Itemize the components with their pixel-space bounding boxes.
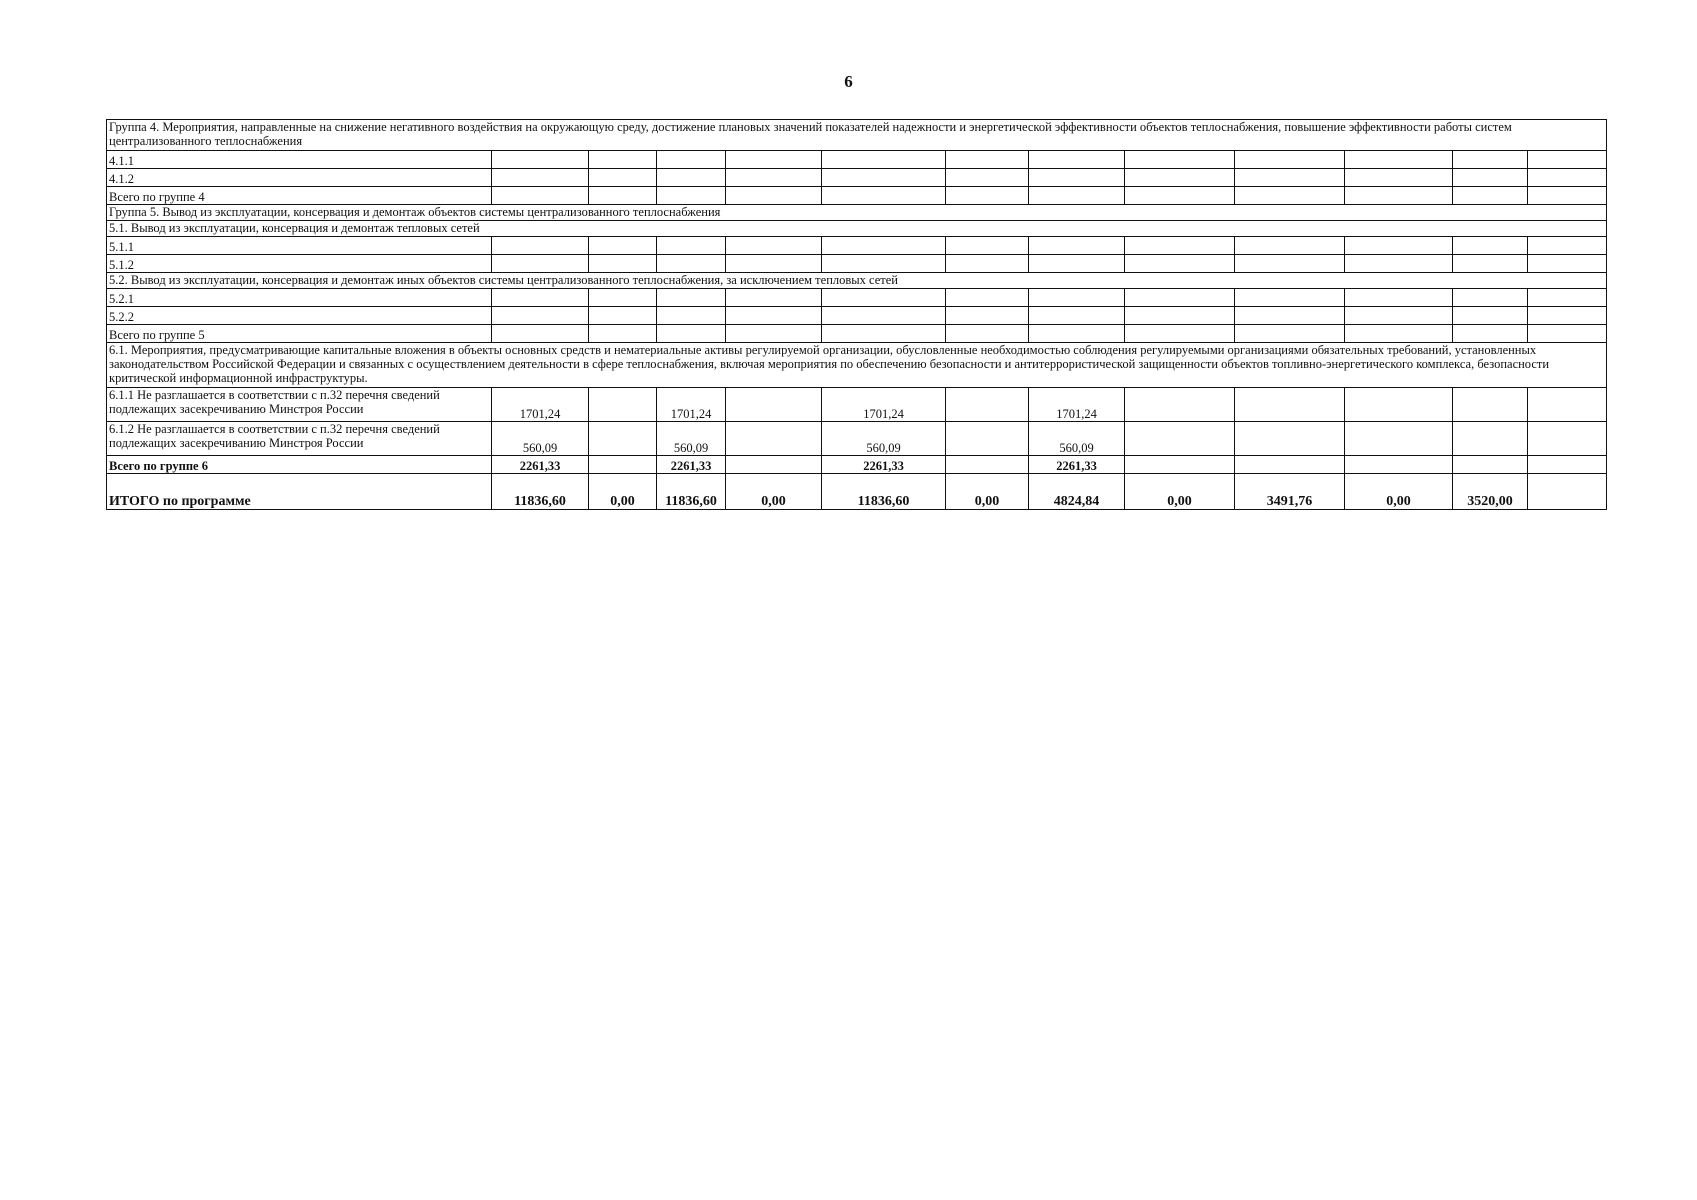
value-cell [726, 169, 822, 187]
value-cell [1235, 388, 1345, 422]
value-cell [1235, 307, 1345, 325]
value-cell [726, 388, 822, 422]
value-cell [1345, 388, 1453, 422]
value-cell [726, 255, 822, 273]
value-cell [589, 289, 657, 307]
value-cell [726, 289, 822, 307]
value-cell: 11836,60 [822, 474, 946, 510]
row-label: Всего по группе 4 [107, 187, 492, 205]
value-cell [1125, 388, 1235, 422]
value-cell [589, 456, 657, 474]
value-cell [822, 169, 946, 187]
value-cell [726, 325, 822, 343]
value-cell [1235, 169, 1345, 187]
value-cell: 1701,24 [657, 388, 726, 422]
value-cell [1528, 388, 1607, 422]
value-cell [1453, 325, 1528, 343]
value-cell [726, 187, 822, 205]
value-cell [1453, 289, 1528, 307]
value-cell [726, 456, 822, 474]
value-cell [726, 422, 822, 456]
value-cell [589, 388, 657, 422]
value-cell [1453, 187, 1528, 205]
value-cell [1029, 289, 1125, 307]
value-cell [589, 325, 657, 343]
value-cell [946, 255, 1029, 273]
section-title: 6.1. Мероприятия, предусматривающие капитальные вложения в объекты основных средств и нематериальные активы регулируемой организации, обусловленные необходимостью соблюдения регулируемыми организациями обязательных требований, установленных законодательством Российской Федерации и связанных с осуществлением деятельности в сфере теплоснабжения, включая мероприятия по обеспечению безопасности и антитеррористической защищенности объектов топливно-энергетического комплекса, безопасности критической информационной инфраструктуры. [107, 343, 1607, 388]
value-cell [946, 422, 1029, 456]
value-cell [1453, 307, 1528, 325]
value-cell [1235, 237, 1345, 255]
value-cell [1528, 151, 1607, 169]
value-cell [946, 325, 1029, 343]
value-cell: 11836,60 [657, 474, 726, 510]
value-cell [1345, 169, 1453, 187]
table-row [107, 325, 1607, 343]
value-cell [1125, 289, 1235, 307]
section-header-row [107, 120, 1607, 151]
value-cell [589, 422, 657, 456]
value-cell [492, 187, 589, 205]
value-cell [822, 237, 946, 255]
value-cell [492, 237, 589, 255]
value-cell [1453, 151, 1528, 169]
section-header-row [107, 205, 1607, 221]
value-cell [1453, 456, 1528, 474]
value-cell [589, 187, 657, 205]
section-title: Группа 5. Вывод из эксплуатации, консервация и демонтаж объектов системы централизованного теплоснабжения [107, 205, 1607, 221]
value-cell [726, 307, 822, 325]
table-row [107, 151, 1607, 169]
value-cell [946, 456, 1029, 474]
value-cell [1528, 187, 1607, 205]
value-cell [726, 151, 822, 169]
value-cell: 2261,33 [657, 456, 726, 474]
value-cell: 3491,76 [1235, 474, 1345, 510]
value-cell [657, 237, 726, 255]
value-cell [1528, 255, 1607, 273]
table-row [107, 388, 1607, 422]
value-cell [1125, 456, 1235, 474]
value-cell [1453, 388, 1528, 422]
section-title: 5.2. Вывод из эксплуатации, консервация и демонтаж иных объектов системы централизованного теплоснабжения, за исключением тепловых сетей [107, 273, 1607, 289]
row-label: 6.1.1 Не разглашается в соответствии с п.32 перечня сведений подлежащих засекречиванию Минстроя России [107, 388, 492, 422]
value-cell [589, 151, 657, 169]
value-cell [657, 307, 726, 325]
value-cell [1125, 169, 1235, 187]
value-cell [1235, 255, 1345, 273]
value-cell [1453, 422, 1528, 456]
value-cell [822, 151, 946, 169]
value-cell [822, 289, 946, 307]
value-cell [1345, 307, 1453, 325]
value-cell [946, 307, 1029, 325]
value-cell [822, 307, 946, 325]
value-cell [1125, 187, 1235, 205]
value-cell [946, 388, 1029, 422]
page-number: 6 [844, 72, 853, 91]
value-cell [657, 169, 726, 187]
value-cell [589, 255, 657, 273]
table-row [107, 187, 1607, 205]
value-cell [946, 187, 1029, 205]
value-cell: 560,09 [822, 422, 946, 456]
value-cell [1125, 325, 1235, 343]
value-cell: 1701,24 [1029, 388, 1125, 422]
table-row [107, 422, 1607, 456]
section-header-row [107, 221, 1607, 237]
value-cell [1125, 422, 1235, 456]
section-title: 5.1. Вывод из эксплуатации, консервация и демонтаж тепловых сетей [107, 221, 1607, 237]
value-cell [1345, 187, 1453, 205]
row-label: 4.1.2 [107, 169, 492, 187]
value-cell: 0,00 [726, 474, 822, 510]
value-cell [1029, 325, 1125, 343]
value-cell [657, 187, 726, 205]
value-cell [492, 151, 589, 169]
value-cell [1235, 187, 1345, 205]
value-cell: 1701,24 [492, 388, 589, 422]
value-cell [1528, 169, 1607, 187]
value-cell [1235, 422, 1345, 456]
value-cell: 1701,24 [822, 388, 946, 422]
value-cell: 3520,00 [1453, 474, 1528, 510]
value-cell [1528, 456, 1607, 474]
value-cell: 2261,33 [492, 456, 589, 474]
value-cell [589, 307, 657, 325]
value-cell [1125, 151, 1235, 169]
value-cell [589, 169, 657, 187]
value-cell [822, 255, 946, 273]
table-row [107, 474, 1607, 510]
value-cell [1029, 151, 1125, 169]
value-cell [1453, 169, 1528, 187]
value-cell: 4824,84 [1029, 474, 1125, 510]
value-cell: 560,09 [657, 422, 726, 456]
value-cell [946, 169, 1029, 187]
value-cell [1528, 325, 1607, 343]
value-cell [1125, 255, 1235, 273]
row-label: 6.1.2 Не разглашается в соответствии с п.32 перечня сведений подлежащих засекречиванию Минстроя России [107, 422, 492, 456]
value-cell [1528, 422, 1607, 456]
value-cell [946, 289, 1029, 307]
section-header-row [107, 343, 1607, 388]
value-cell [1125, 237, 1235, 255]
row-label: 5.2.2 [107, 307, 492, 325]
value-cell [1345, 151, 1453, 169]
table-row [107, 237, 1607, 255]
value-cell [1235, 325, 1345, 343]
value-cell [1029, 187, 1125, 205]
value-cell [946, 151, 1029, 169]
section-title: Группа 4. Мероприятия, направленные на снижение негативного воздействия на окружающую среду, достижение плановых значений показателей надежности и энергетической эффективности объектов теплоснабжения, повышение эффективности работы систем централизованного теплоснабжения [107, 120, 1607, 151]
value-cell [1345, 237, 1453, 255]
value-cell [1235, 456, 1345, 474]
value-cell [657, 325, 726, 343]
value-cell [1528, 289, 1607, 307]
value-cell [657, 255, 726, 273]
table-row [107, 307, 1607, 325]
value-cell [657, 151, 726, 169]
value-cell [1528, 237, 1607, 255]
value-cell [822, 187, 946, 205]
value-cell [492, 325, 589, 343]
row-label: Всего по группе 6 [107, 456, 492, 474]
value-cell [1528, 307, 1607, 325]
value-cell [1528, 474, 1607, 510]
value-cell [492, 255, 589, 273]
value-cell: 560,09 [492, 422, 589, 456]
value-cell [946, 237, 1029, 255]
value-cell [589, 237, 657, 255]
row-label: 4.1.1 [107, 151, 492, 169]
value-cell [1125, 307, 1235, 325]
row-label: 5.2.1 [107, 289, 492, 307]
value-cell: 11836,60 [492, 474, 589, 510]
value-cell [1345, 325, 1453, 343]
table-row [107, 169, 1607, 187]
row-label: ИТОГО по программе [107, 474, 492, 510]
value-cell [1453, 255, 1528, 273]
value-cell [1029, 169, 1125, 187]
value-cell: 2261,33 [1029, 456, 1125, 474]
value-cell [1453, 237, 1528, 255]
table-row [107, 289, 1607, 307]
row-label: 5.1.2 [107, 255, 492, 273]
value-cell [1029, 255, 1125, 273]
value-cell [1235, 289, 1345, 307]
row-label: Всего по группе 5 [107, 325, 492, 343]
value-cell [726, 237, 822, 255]
value-cell [1029, 237, 1125, 255]
value-cell: 0,00 [946, 474, 1029, 510]
value-cell [492, 307, 589, 325]
value-cell: 2261,33 [822, 456, 946, 474]
value-cell [1235, 151, 1345, 169]
value-cell: 0,00 [589, 474, 657, 510]
value-cell [492, 169, 589, 187]
row-label: 5.1.1 [107, 237, 492, 255]
value-cell [1345, 422, 1453, 456]
table-row [107, 456, 1607, 474]
value-cell [492, 289, 589, 307]
table-row [107, 255, 1607, 273]
program-table [106, 119, 1607, 510]
value-cell: 0,00 [1345, 474, 1453, 510]
value-cell: 560,09 [1029, 422, 1125, 456]
value-cell [1345, 255, 1453, 273]
section-header-row [107, 273, 1607, 289]
value-cell [1345, 456, 1453, 474]
value-cell [1029, 307, 1125, 325]
value-cell [1345, 289, 1453, 307]
value-cell [822, 325, 946, 343]
value-cell: 0,00 [1125, 474, 1235, 510]
value-cell [657, 289, 726, 307]
